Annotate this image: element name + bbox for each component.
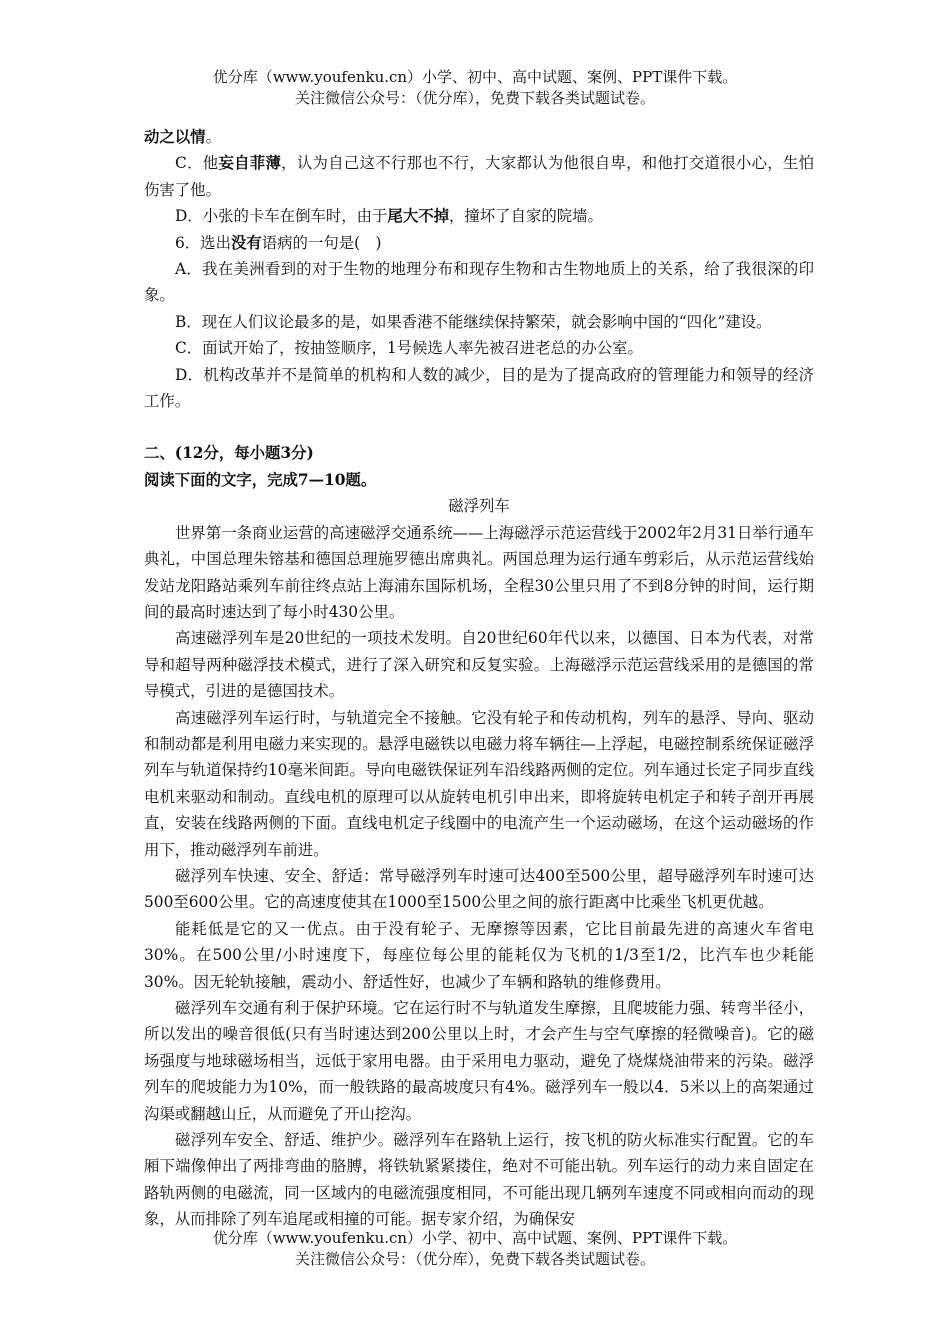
- bold-idiom: 尾大不掉: [387, 207, 449, 226]
- article-paragraph: 磁浮列车快速、安全、舒适：常导磁浮列车时速可达400至500公里，超导磁浮列车时速可达500至600公里。它的高速度使其在1000至1500公里之间的旅行距离中比乘坐飞机更优越。: [144, 866, 814, 912]
- q5-option-d: [144, 203, 814, 229]
- spacer: [144, 414, 814, 440]
- page-footer: [0, 1228, 950, 1270]
- footer-line-1: 优分库（www.youfenku.cn）小学、初中、高中试题、案例、PPT课件下载。: [212, 1229, 738, 1247]
- bold-keyword: 没有: [230, 233, 262, 252]
- article-paragraph: 高速磁浮列车是20世纪的一项技术发明。自20世纪60年代以来，以德国、日本为代表，对常导和超导两种磁浮技术模式，进行了深入研究和反复实验。上海磁浮示范运营线采用的是德国的常导模式，引进的是德国技术。: [144, 629, 814, 701]
- text: D．小张的卡车在倒车时，由于: [175, 207, 388, 226]
- text: 6．选出: [175, 233, 231, 252]
- page-header: [0, 67, 950, 109]
- section-instruction: 阅读下面的文字，完成7—10题。: [144, 470, 377, 489]
- footer-line-2: 关注微信公众号：（优分库），免费下载各类试题试卷。: [294, 1250, 655, 1268]
- q5-option-b-continuation: [144, 124, 814, 150]
- q6-option-b: B．现在人们议论最多的是，如果香港不能继续保持繁荣，就会影响中国的“四化”建设。: [175, 312, 772, 331]
- q5-option-c: [144, 150, 814, 203]
- text: C．他: [175, 154, 219, 173]
- text: ，认为自己这不行那也不行，大家都认为他很自卑，和他打交道很小心，生怕伤害了他。: [144, 154, 814, 199]
- document-body: [144, 124, 814, 1233]
- article-title: 磁浮列车: [448, 497, 510, 516]
- text: ，撞坏了自家的院墙。: [449, 207, 603, 226]
- q6-option-d: D．机构改革并不是简单的机构和人数的减少，目的是为了提高政府的管理能力和领导的经济工作。: [144, 365, 814, 411]
- article-paragraph: 世界第一条商业运营的高速磁浮交通系统——上海磁浮示范运营线于2002年2月31日举行通车典礼，中国总理朱镕基和德国总理施罗德出席典礼。两国总理为运行通车剪彩后，从示范运营线始发站龙阳路站乘列车前往终点站上海浦东国际机场，全程30公里只用了不到8分钟的时间，运行期间的最高时速达到了每小时430公里。: [144, 523, 814, 621]
- article-paragraph: 高速磁浮列车运行时，与轨道完全不接触。它没有轮子和传动机构，列车的悬浮、导向、驱动和制动都是利用电磁力来实现的。悬浮电磁铁以电磁力将车辆往—上浮起，电磁控制系统保证磁浮列车与轨道保持约10毫米间距。导向电磁铁保证列车沿线路两侧的定位。列车通过长定子同步直线电机来驱动和制动。直线电机的原理可以从旋转电机引申出来，即将旋转电机定子和转子剖开再展直，安装在线路两侧的下面。直线电机定子线圈中的电流产生一个运动磁场，在这个运动磁场的作用下，推动磁浮列车前进。: [144, 708, 814, 859]
- q6-option-a: A．我在美洲看到的对于生物的地理分布和现存生物和古生物地质上的关系，给了我很深的印象。: [144, 260, 814, 305]
- bold-idiom: 动之以情: [144, 128, 206, 146]
- section-heading: 二、(12分，每小题3分): [144, 444, 314, 463]
- text: 。: [205, 128, 221, 146]
- header-line-2: 关注微信公众号：（优分库），免费下载各类试题试卷。: [294, 89, 655, 107]
- article-paragraph: 磁浮列车交通有利于保护环境。它在运行时不与轨道发生摩擦，且爬坡能力强、转弯半径小，所以发出的噪音很低(只有当时速达到200公里以上时，才会产生与空气摩擦的轻微噪音)。它的磁场强度与地球磁场相当，远低于家用电器。由于采用电力驱动，避免了烧煤烧油带来的污染。磁浮列车的爬坡能力为10%，而一般铁路的最高坡度只有4%。磁浮列车一般以4．5米以上的高架通过沟渠或翻越山丘，从而避免了开山挖沟。: [144, 999, 814, 1123]
- q6-stem: [144, 230, 814, 256]
- text: 语病的一句是( ): [261, 233, 382, 252]
- q6-option-c: C．面试开始了，按抽签顺序，1号候选人率先被召进老总的办公室。: [175, 339, 643, 358]
- article-paragraph: 能耗低是它的又一优点。由于没有轮子、无摩擦等因素，它比目前最先进的高速火车省电30%。在500公里/小时速度下，每座位每公里的能耗仅为飞机的1/3至1/2，比汽车也少耗能30%。因无轮轨接触，震动小、舒适性好，也减少了车辆和路轨的维修费用。: [144, 919, 814, 991]
- bold-idiom: 妄自菲薄: [218, 154, 282, 173]
- article-paragraph: 磁浮列车安全、舒适、维护少。磁浮列车在路轨上运行，按飞机的防火标准实行配置。它的车厢下端像伸出了两排弯曲的胳膊，将铁轨紧紧搂住，绝对不可能出轨。列车运行的动力来自固定在路轨两侧的电磁流，同一区域内的电磁流强度相同，不可能出现几辆列车速度不同或相向而动的现象，从而排除了列车追尾或相撞的可能。据专家介绍，为确保安: [144, 1131, 814, 1229]
- header-line-1: 优分库（www.youfenku.cn）小学、初中、高中试题、案例、PPT课件下载。: [212, 68, 738, 86]
